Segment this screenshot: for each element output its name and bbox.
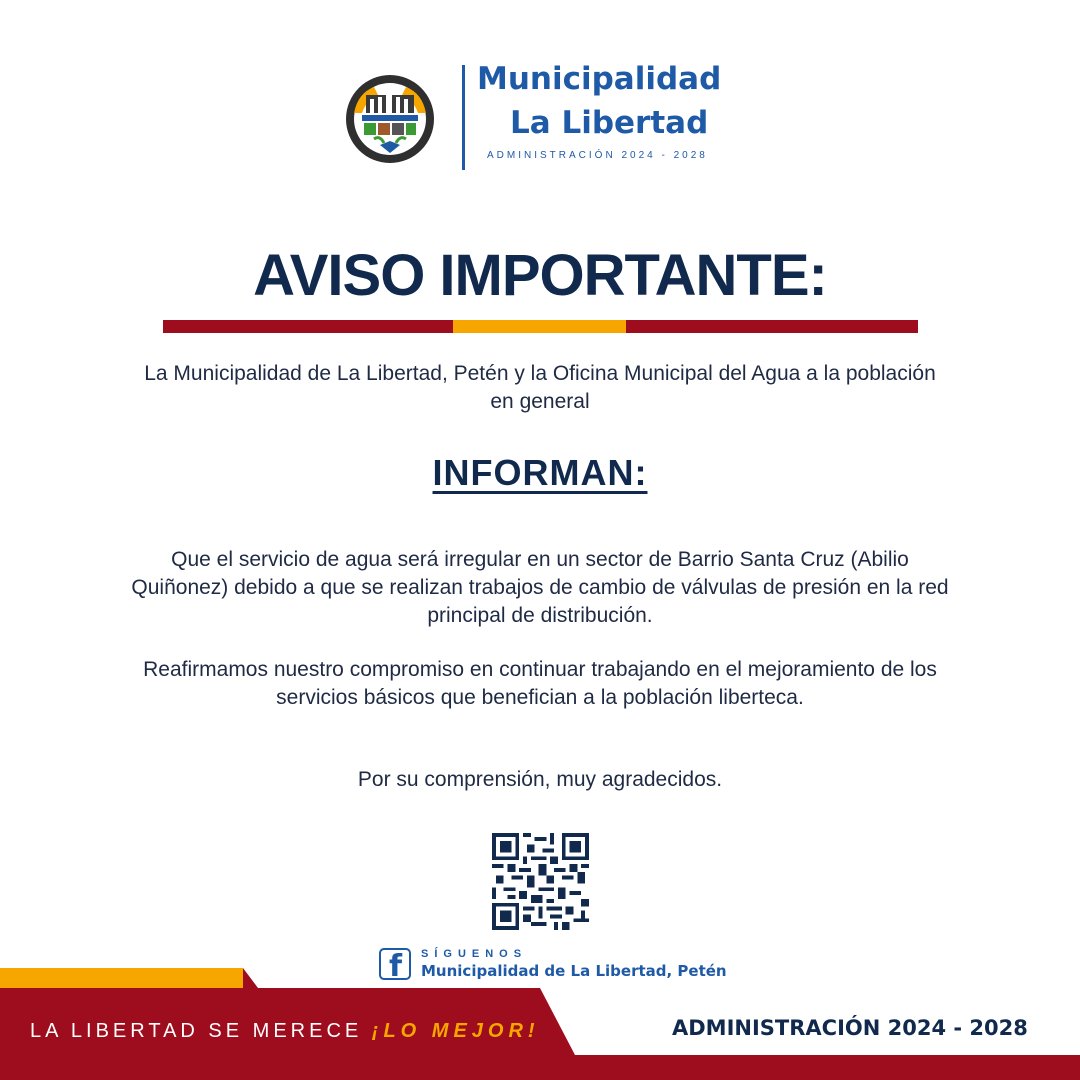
notice-title: AVISO IMPORTANTE: xyxy=(253,243,827,308)
brand-administration: ADMINISTRACIÓN 2024 - 2028 xyxy=(487,150,708,161)
facebook-icon[interactable]: f xyxy=(379,948,411,980)
follow-label: SÍGUENOS xyxy=(421,948,528,960)
facebook-page-name[interactable]: Municipalidad de La Libertad, Petén xyxy=(421,962,727,980)
title-bar-red-left xyxy=(163,320,453,333)
header xyxy=(0,55,1080,185)
title-bar-gold xyxy=(453,320,626,333)
brand-name-line2: La Libertad xyxy=(510,105,709,141)
notice-intro: La Municipalidad de La Libertad, Petén y la Oficina Municipal del Agua a la población en general xyxy=(144,362,936,413)
notice-closing: Por su comprensión, muy agradecidos. xyxy=(357,768,723,791)
informan-text: INFORMAN: xyxy=(432,452,648,493)
municipal-seal-logo xyxy=(344,73,436,165)
brand-name-line1: Municipalidad xyxy=(477,61,722,97)
slogan-emphasis: ¡LO MEJOR! xyxy=(371,1020,540,1042)
footer-slogan xyxy=(30,1020,540,1043)
qr-code[interactable] xyxy=(492,833,589,930)
header-divider xyxy=(462,65,465,170)
footer xyxy=(0,960,1080,1080)
title-bar-red-right xyxy=(626,320,918,333)
slogan-text: LA LIBERTAD SE MERECE xyxy=(30,1020,363,1042)
notice-paragraph-2: Reafirmamos nuestro compromiso en continuar trabajando en el mejoramiento de los servicios básicos que benefician a la población liberteca. xyxy=(143,658,937,709)
notice-paragraph-1: Que el servicio de agua será irregular en un sector de Barrio Santa Cruz (Abilio Quiñonez) debido a que se realizan trabajos de cambio de válvulas de presión en la red principal de distribución. xyxy=(131,548,949,627)
informan-heading xyxy=(0,452,1080,494)
footer-administration: ADMINISTRACIÓN 2024 - 2028 xyxy=(672,1016,1028,1040)
